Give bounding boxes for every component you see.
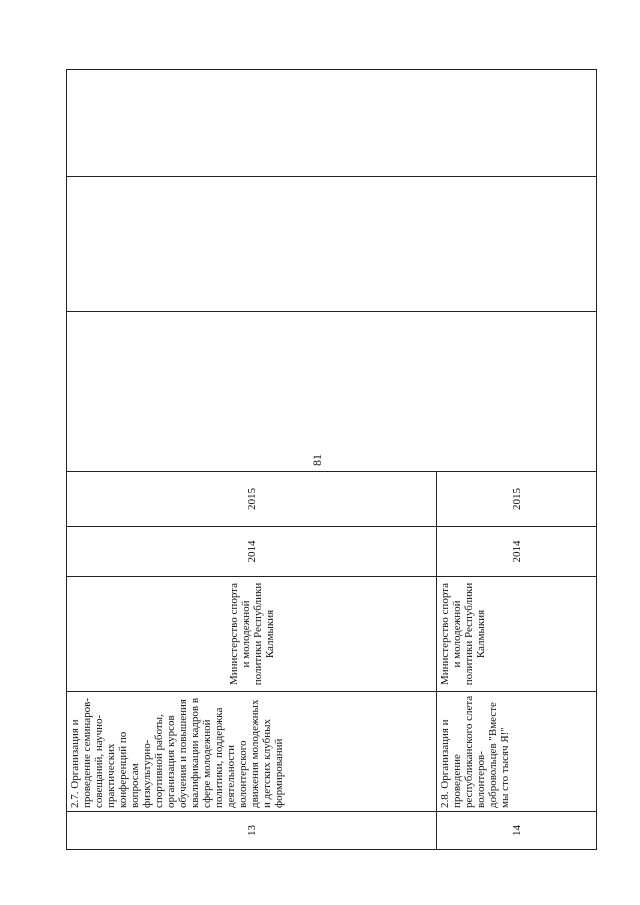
year-start: 2014 [437,527,597,577]
empty-cell [67,177,597,312]
row-number: 13 [67,812,437,850]
table-sheet [66,70,596,850]
table-row [67,70,437,850]
empty-cell [67,70,597,177]
program-table [66,69,597,850]
year-end: 2015 [437,472,597,527]
year-end: 2015 [67,472,437,527]
page-number: 81 [310,454,324,466]
event-description: 2.8. Организация и проведение республиканского слета волонтеров-добровольцев "Вместе мы сто тысяч Я!" [437,692,597,812]
responsible-organization: Министерство спорта и молодежной политики Республики Калмыкия [67,577,437,692]
year-start: 2014 [67,527,437,577]
row-number: 14 [437,812,597,850]
responsible-organization: Министерство спорта и молодежной политики Республики Калмыкия [437,577,597,692]
empty-cell [67,312,597,472]
event-description: 2.7. Организация и проведение семинаров-совещаний, научно-практических конференций по вопросам физкультурно-спортивной работы, организация курсов обучения и повышения квалификации кадров в сфере молодежной политики, поддержка деятельности волонтерского движения молодежных и детских клубных формирований [67,692,437,812]
